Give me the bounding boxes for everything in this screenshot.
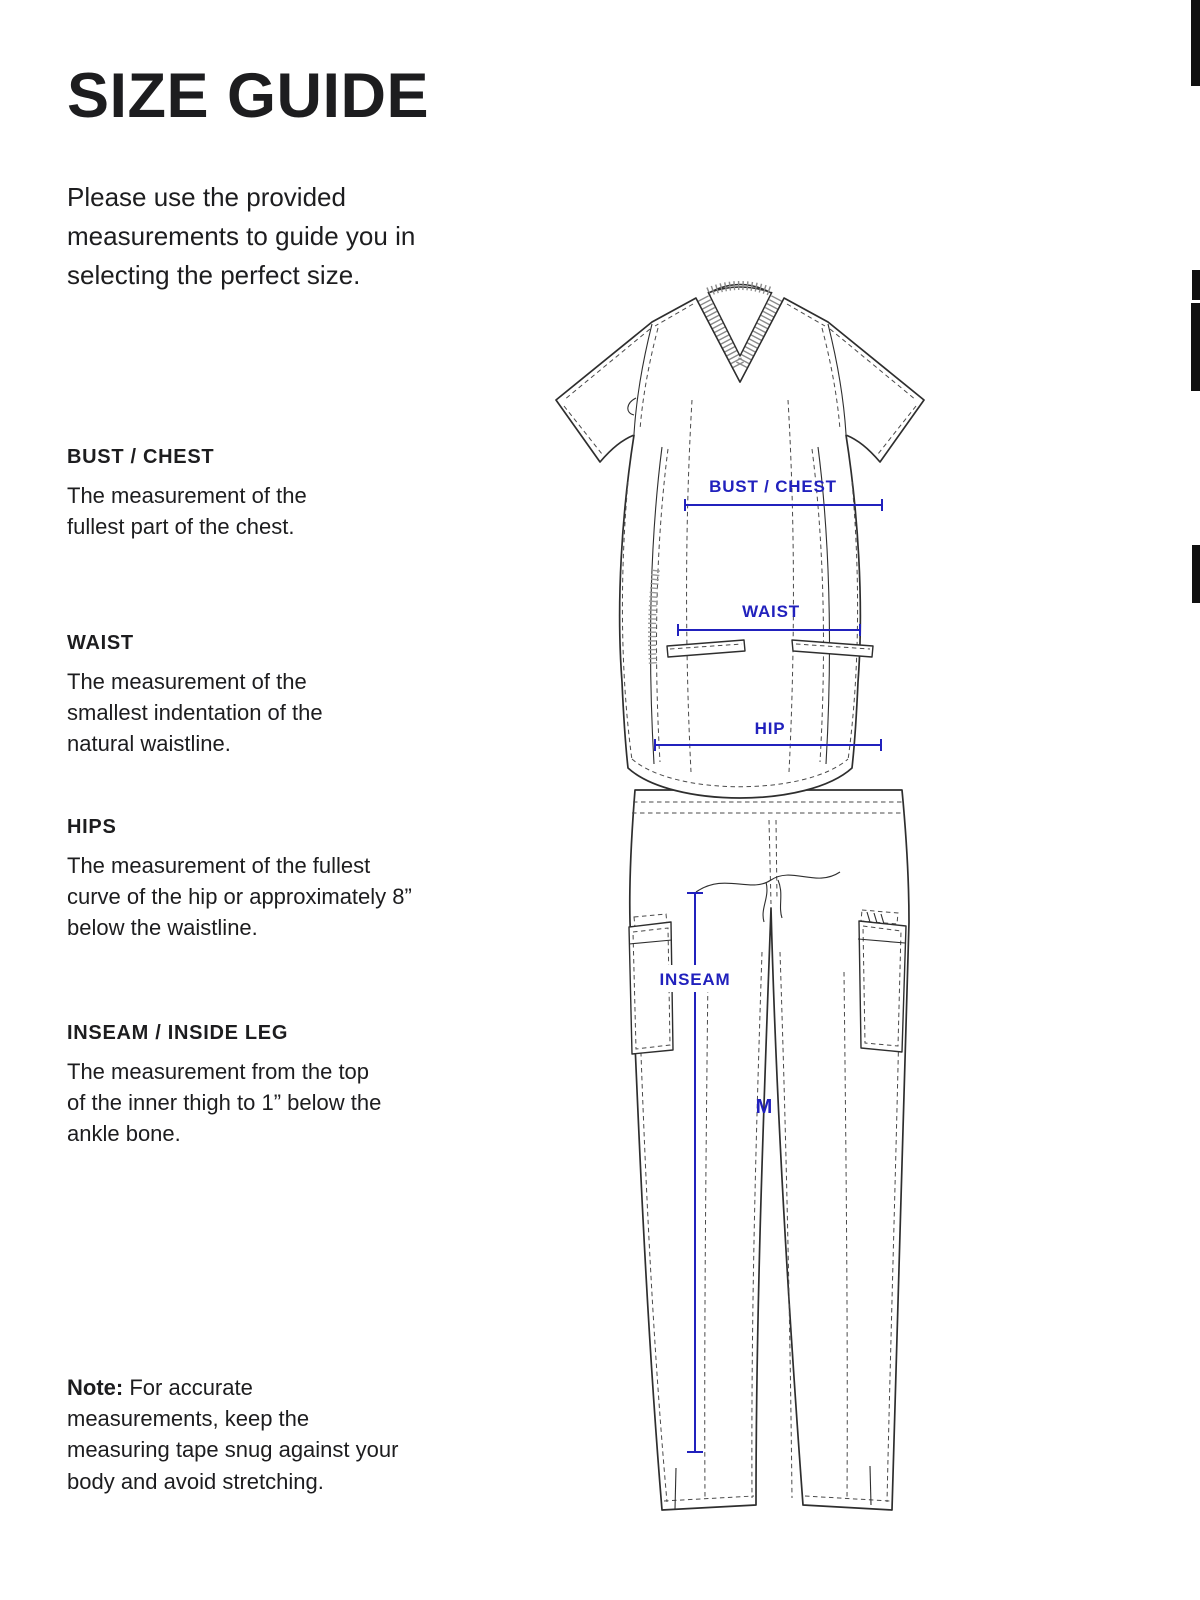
- section-heading-inseam: INSEAM / INSIDE LEG: [67, 1022, 289, 1044]
- intro-text: Please use the provided measurements to guide you in selecting the perfect size.: [67, 182, 416, 290]
- inseam-label: INSEAM: [659, 970, 731, 989]
- section-hips: [67, 816, 425, 944]
- section-body-waist: The measurement of the smallest indentation of the natural waistline.: [67, 669, 323, 757]
- section-heading-bust: BUST / CHEST: [67, 446, 215, 468]
- section-body-bust: The measurement of the fullest part of the chest.: [67, 483, 307, 540]
- measurement-note: [67, 1372, 402, 1497]
- note-label: Note:: [67, 1375, 124, 1400]
- section-body-hips: The measurement of the fullest curve of the hip or approximately 8” below the waistline.: [67, 853, 412, 941]
- section-heading-waist: WAIST: [67, 632, 134, 654]
- hip-label: HIP: [754, 719, 786, 738]
- bust-chest-label: BUST / CHEST: [709, 477, 837, 496]
- scrub-top-sketch: [556, 285, 924, 799]
- edge-artifact: [1192, 545, 1200, 603]
- scrub-pants-sketch: [629, 790, 909, 1510]
- pants-outline: [630, 790, 909, 1510]
- waist-label: WAIST: [742, 602, 800, 621]
- section-inseam: [67, 1022, 387, 1150]
- section-waist: [67, 632, 359, 760]
- right-cargo-pocket: [858, 910, 906, 1052]
- note-body: For accurate measurements, keep the measuring tape snug against your body and avoid stretching.: [67, 1375, 399, 1494]
- section-heading-hips: HIPS: [67, 816, 117, 838]
- page-title: SIZE GUIDE: [67, 61, 430, 131]
- section-bust-chest: [67, 446, 347, 542]
- edge-artifact: [1191, 0, 1200, 86]
- garment-diagram: [540, 272, 940, 1527]
- edge-artifact: [1192, 270, 1200, 300]
- edge-artifact: [1191, 303, 1200, 391]
- size-letter-label: M: [755, 1096, 773, 1118]
- section-body-inseam: The measurement from the top of the inner thigh to 1” below the ankle bone.: [67, 1059, 382, 1147]
